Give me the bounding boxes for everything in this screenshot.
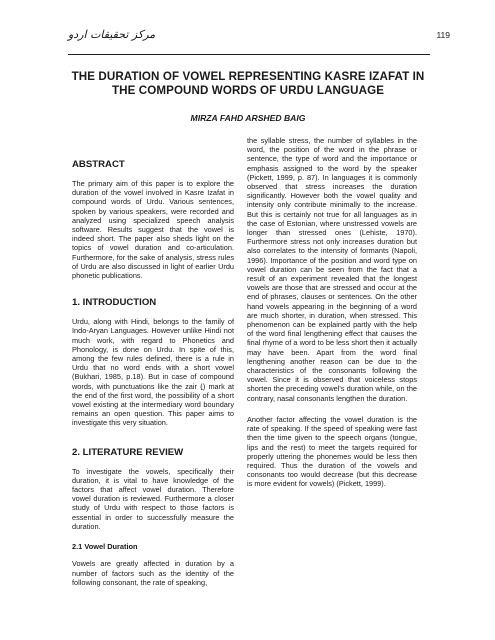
left-column bbox=[72, 130, 234, 595]
vowel-duration-text: Vowels are greatly affected in duration by a number of factors such as the identity of the following consonant, the rate of speaking, bbox=[72, 559, 234, 587]
right-column bbox=[247, 136, 417, 497]
page-header bbox=[68, 26, 450, 52]
literature-review-text: To investigate the vowels, specifically their duration, it is vital to have knowledge of the factors that affect vowel duration. Therefore vowel duration is reviewed. Furthermore a closer study of Urdu with respect to those factors is essential in order to successfully measure the duration. bbox=[72, 466, 234, 531]
right-paragraph-2: Another factor affecting the vowel duration is the rate of speaking. If the speed of speaking were fast then the time given to the speech organs (tongue, lips and the rest) to meet the targets required for properly uttering the phonemes would be less then required. Thus the duration of the vowels and consonants too would decrease (but this decrease is more evident for vowels) (Pickett, 1999). bbox=[247, 414, 417, 489]
paper-title bbox=[60, 70, 436, 98]
title-line-1: THE DURATION OF VOWEL REPRESENTING KASRE IZAFAT IN bbox=[71, 70, 425, 83]
title-line-2: THE COMPOUND WORDS OF URDU LANGUAGE bbox=[111, 84, 385, 97]
header-rule bbox=[68, 54, 430, 55]
introduction-heading: 1. INTRODUCTION bbox=[72, 297, 157, 309]
journal-name-urdu: مرکز تحقیقات اردو bbox=[68, 28, 156, 41]
introduction-text: Urdu, along with Hindi, belongs to the family of Indo-Aryan Languages. However unlike Hindi not much work, with regard to Phonetics and Phonology, is done on Urdu. In spite of this, among the few rules defined, there is a rule in Urdu that no word ends with a short vowel (Bukhari, 1985, p.18). But in case of compound words, with punctuations like the zair (ِ) mark at the end of the first word, the possibility of a short vowel existing at the intermediary word boundary remains an open question. This paper aims to investigate this very situation. bbox=[72, 317, 234, 428]
vowel-duration-subheading: 2.1 Vowel Duration bbox=[72, 542, 138, 552]
abstract-text: The primary aim of this paper is to explore the duration of the vowel involved in Kasre Izafat in compound words of Urdu. Various sentences, spoken by various speakers, were recorded and analyzed using specialized speech analysis software. Results suggest that the vowel is indeed short. The paper also sheds light on the topics of vowel duration and co-articulation. Furthermore, for the sake of analysis, stress rules of Urdu are also discussed in light of earlier Urdu phonetic publications. bbox=[72, 179, 234, 281]
author-name: MIRZA FAHD ARSHED BAIG bbox=[190, 113, 306, 123]
right-paragraph-1: the syllable stress, the number of syllables in the word, the position of the word in the phrase or sentence, the type of word and the importance or emphasis assigned to the word by the speaker (Pickett, 1999, p. 87). In languages it is commonly observed that stress increases the duration significantly. However both the vowel quality and intensity only contribute minimally to the increase. But this is certainly not true for all languages as in the case of Estonian, where unstressed vowels are longer than stressed ones (Lehiste, 1970). Furthermore stress not only increases duration but also correlates to the intensity of formants (Napoli, 1996). Importance of the position and word type on vowel duration can be seen from the fact that a result of an experiment revealed that the longest vowels are those that are stressed and occur at the end of phrases, clauses or sentences. On the other hand vowels appearing in the beginning of a word are much shorter, in duration, when stressed. This phenomenon can be explained partly with the help of the word final lengthening effect that causes the final rhyme of a word to be less short then it actually may have been. Apart from the word final lengthening another reason can be due to the characteristics of the consonants following the vowel. Since it is observed that voiceless stops shorten the preceding vowel's duration while, on the contrary, nasal consonants lengthen the duration. bbox=[247, 136, 417, 403]
page-number: 119 bbox=[436, 30, 450, 40]
literature-review-heading: 2. LITERATURE REVIEW bbox=[72, 446, 184, 458]
abstract-heading: ABSTRACT bbox=[72, 159, 125, 170]
